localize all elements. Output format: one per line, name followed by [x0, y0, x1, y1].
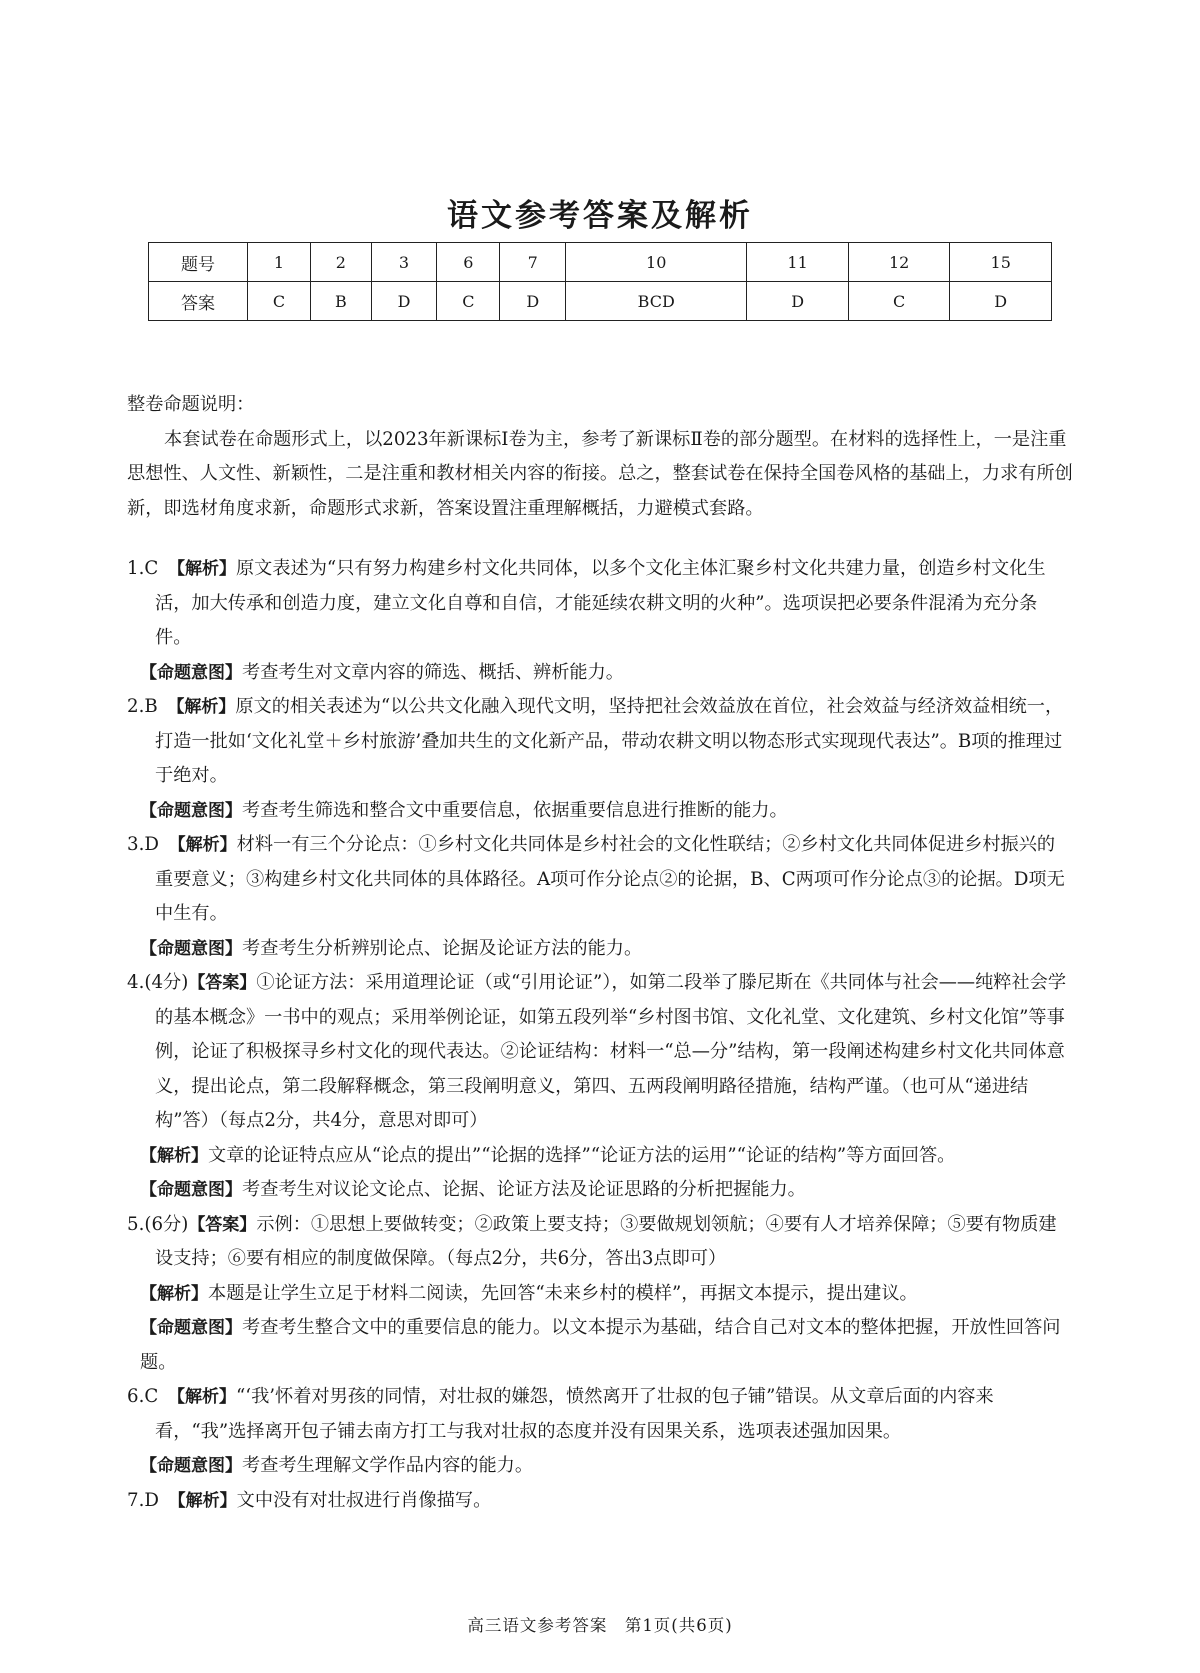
- question-number: 6: [437, 243, 500, 282]
- answer-cell: D: [371, 282, 437, 321]
- note-text: 考查考生整合文中的重要信息的能力。以文本提示为基础，结合自己对文本的整体把握，开放性回答问题。: [140, 1317, 1061, 1373]
- answer-cell: C: [848, 282, 950, 321]
- answer-item: [127, 966, 1073, 1139]
- answer-row: [149, 282, 1052, 321]
- note-text: 考查考生对议论文论点、论据、论证方法及论证思路的分析把握能力。: [242, 1179, 806, 1200]
- note-tag: 【命题意图】: [140, 938, 242, 959]
- note-text: 考查考生理解文学作品内容的能力。: [242, 1455, 534, 1476]
- item-number: 7.D: [127, 1489, 159, 1511]
- note-tag: 【命题意图】: [140, 1180, 242, 1200]
- question-number: 11: [747, 243, 849, 282]
- item-number: 5.(6分): [127, 1213, 189, 1235]
- item-text: 原文的相关表述为“以公共文化融入现代文明，坚持把社会效益放在首位，社会效益与经济效益相统一，打造一批如‘文化礼堂＋乡村旅游’叠加共生的文化新产品，带动农耕文明以物态形式实现现代表达”。B项的推理过于绝对。: [155, 696, 1064, 786]
- note-text: 本题是让学生立足于材料二阅读，先回答“未来乡村的模样”，再据文本提示，提出建议。: [208, 1282, 918, 1304]
- note-tag: 【解析】: [140, 1145, 208, 1166]
- question-number: 3: [371, 243, 437, 282]
- item-number: 3.D: [127, 834, 159, 855]
- document-body: [127, 388, 1073, 1518]
- answer-table: [148, 242, 1052, 321]
- answer-item: [127, 1380, 1073, 1449]
- item-tag: 【解析】: [175, 697, 236, 717]
- answer-item: [127, 552, 1073, 656]
- question-number: 12: [848, 243, 950, 282]
- item-note: [127, 1277, 1073, 1312]
- item-note: [127, 1311, 1073, 1380]
- answer-cell: C: [248, 282, 311, 321]
- item-number: 1.C: [127, 558, 159, 579]
- answer-item: [127, 828, 1073, 932]
- note-text: 考查考生对文章内容的筛选、概括、辨析能力。: [242, 661, 624, 683]
- answer-cell: D: [950, 282, 1052, 321]
- answer-item: [127, 690, 1073, 794]
- item-text: 文中没有对壮叔进行肖像描写。: [236, 1489, 492, 1511]
- question-number: 2: [310, 243, 371, 282]
- item-text: 材料一有三个分论点：①乡村文化共同体是乡村社会的文化性联结；②乡村文化共同体促进乡村振兴的重要意义；③构建乡村文化共同体的具体路径。A项可作分论点②的论据，B、C两项可作分论点③的论据。D项无中生有。: [155, 834, 1065, 924]
- page-title: 语文参考答案及解析: [447, 198, 753, 234]
- item-tag: 【解析】: [176, 559, 236, 579]
- answer-cell: D: [747, 282, 849, 321]
- item-text: 原文表述为“只有努力构建乡村文化共同体，以多个文化主体汇聚乡村文化共建力量，创造乡村文化生活，加大传承和创造力度，建立文化自尊和自信，才能延续农耕文明的火种”。选项误把必要条件混淆为充分条件。: [155, 558, 1046, 648]
- note-text: 文章的论证特点应从“论点的提出”“论据的选择”“论证方法的运用”“论证的结构”等方面回答。: [208, 1144, 956, 1166]
- answer-cell: BCD: [566, 282, 747, 321]
- note-tag: 【解析】: [140, 1283, 208, 1304]
- question-number: 7: [500, 243, 566, 282]
- item-note: [127, 1449, 1073, 1484]
- question-number: 10: [566, 243, 747, 282]
- intro-heading: 整卷命题说明：: [127, 394, 255, 415]
- note-tag: 【命题意图】: [140, 800, 242, 821]
- question-number: 15: [950, 243, 1052, 282]
- item-number: 4.(4分): [127, 972, 189, 993]
- note-tag: 【命题意图】: [140, 1456, 242, 1476]
- item-text: 示例：①思想上要做转变；②政策上要支持；③要做规划领航；④要有人才培养保障；⑤要有物质建设支持；⑥要有相应的制度做保障。（每点2分，共6分，答出3点即可）: [155, 1213, 1057, 1269]
- item-tag: 【解析】: [176, 1387, 236, 1407]
- note-tag: 【命题意图】: [140, 662, 242, 683]
- answer-cell: D: [500, 282, 566, 321]
- item-tag: 【答案】: [188, 973, 257, 993]
- item-number: 2.B: [127, 696, 158, 717]
- row-label-number: 题号: [149, 243, 248, 282]
- note-text: 考查考生筛选和整合文中重要信息，依据重要信息进行推断的能力。: [242, 799, 788, 821]
- question-number: 1: [248, 243, 311, 282]
- item-tag: 【解析】: [177, 1490, 237, 1511]
- item-text: “‘我’怀着对男孩的同情，对壮叔的嫌怨，愤然离开了壮叔的包子铺”错误。从文章后面的内容来看，“我”选择离开包子铺去南方打工与我对壮叔的态度并没有因果关系，选项表述强加因果。: [155, 1386, 994, 1442]
- note-text: 考查考生分析辨别论点、论据及论证方法的能力。: [242, 937, 643, 959]
- note-tag: 【命题意图】: [140, 1318, 242, 1338]
- item-note: [127, 932, 1073, 967]
- page-footer: 高三语文参考答案 第1页(共6页): [467, 1616, 733, 1635]
- item-tag: 【解析】: [177, 835, 237, 855]
- item-note: [127, 794, 1073, 829]
- row-label-answer: 答案: [149, 282, 248, 321]
- answer-cell: B: [310, 282, 371, 321]
- item-note: [127, 656, 1073, 691]
- answer-cell: C: [437, 282, 500, 321]
- item-note: [127, 1173, 1073, 1208]
- item-text: ①论证方法：采用道理论证（或“引用论证”），如第二段举了滕尼斯在《共同体与社会——纯粹社会学的基本概念》一书中的观点；采用举例论证，如第五段列举“乡村图书馆、文化礼堂、文化建筑、乡村文化馆”等事例，论证了积极探寻乡村文化的现代表达。②论证结构：材料一“总—分”结构，第一段阐述构建乡村文化共同体意义，提出论点，第二段解释概念，第三段阐明意义，第四、五两段阐明路径措施，结构严谨。（也可从“递进结构”答）（每点2分，共4分，意思对即可）: [155, 972, 1067, 1131]
- item-tag: 【答案】: [188, 1214, 257, 1235]
- answer-item: [127, 1484, 1073, 1519]
- question-number-row: [149, 243, 1052, 282]
- intro-paragraph: 本套试卷在命题形式上，以2023年新课标Ⅰ卷为主，参考了新课标Ⅱ卷的部分题型。在材料的选择性上，一是注重思想性、人文性、新颖性，二是注重和教材相关内容的衔接。总之，整套试卷在保持全国卷风格的基础上，力求有所创新，即选材角度求新，命题形式求新，答案设置注重理解概括，力避模式套路。: [127, 428, 1073, 519]
- item-number: 6.C: [127, 1386, 159, 1407]
- answer-item: [127, 1208, 1073, 1277]
- item-note: [127, 1139, 1073, 1174]
